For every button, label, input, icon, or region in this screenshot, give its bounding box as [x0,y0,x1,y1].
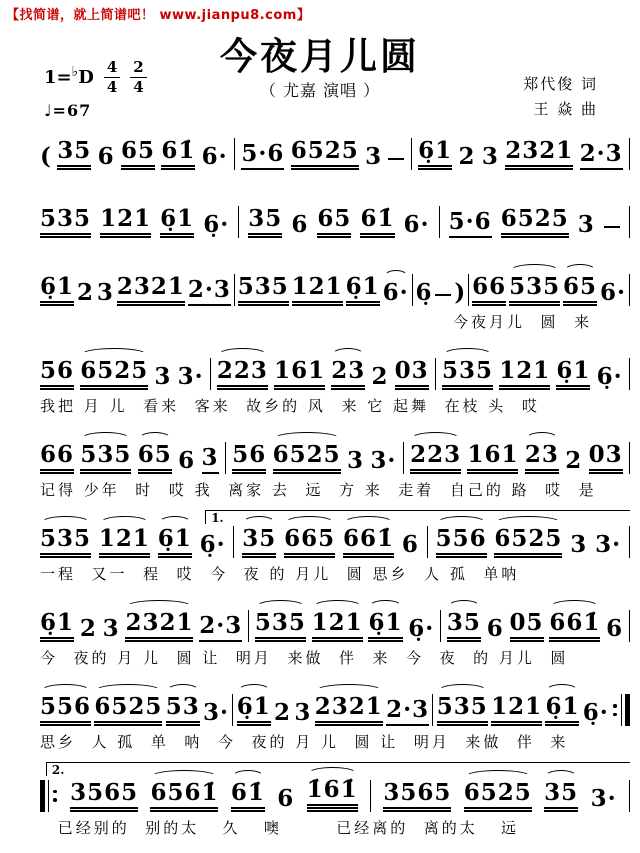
parenthesis: ) [454,279,466,307]
note-group: 3· [595,531,622,559]
key-note: D [78,67,94,88]
note-group: 2321 [505,139,573,170]
note-group: 535 [509,275,560,306]
thick-barline [40,780,45,812]
note-group: 66 [40,443,74,474]
note-group: 2321 [125,611,193,642]
note-group: 2 [274,699,292,727]
barline [629,610,630,642]
note-group: 535 [40,207,91,238]
staff-system [40,596,630,668]
barline [403,442,404,474]
note-group: 5·6 [449,210,492,238]
staff-system [40,428,630,500]
music-line [40,260,630,306]
barline [439,206,440,238]
note-group: 121 [312,611,363,642]
barline [427,526,428,558]
note-group: 6̣1 [160,207,194,238]
barline [210,358,211,390]
time-signature-2: $\frac{2}{4}$ [130,60,146,95]
barline [440,610,441,642]
note-group: 535 [40,527,91,558]
time-signature-1: $\frac{4}{4}$ [104,60,120,95]
site-watermark: 【找简谱，就上简谱吧！ www.jianpu8.com】 [6,8,311,23]
note-group: 6525 [494,527,562,558]
note-group: 6 [97,143,115,171]
lyricist-credit: 郑代俊 词 [523,75,598,93]
sustain-dash [388,158,404,160]
note-group: 3 [154,363,172,391]
composer-credit: 王 焱 曲 [533,99,598,118]
thin-barline [621,694,623,726]
note-group: 56 [40,359,74,390]
note-group: 6̣ [415,279,433,307]
note-group: 2 [79,615,97,643]
note-group: 6̣· [408,615,435,643]
volta-label: 2. [51,763,65,777]
note-group: 6̣1 [237,695,271,726]
note-group: 6525 [80,359,148,390]
barline [232,694,233,726]
barline [411,138,412,170]
note-group: 6 [178,447,196,475]
note-group: 223 [217,359,268,390]
note-group: 6̣1 [556,359,590,390]
note-group: 121 [292,275,343,306]
note-group: 535 [80,443,131,474]
note-group: 6̣1 [40,275,74,306]
note-group: 2321 [117,275,185,306]
note-group: 6525 [273,443,341,474]
barline [468,274,469,306]
note-group: 65 [563,275,597,306]
performer-subtitle: （ 尤嘉 演唱 ） [259,81,381,100]
note-group: 35 [242,527,276,558]
note-group: 2 [565,447,583,475]
note-group: 61̇ [161,139,195,170]
barline [432,694,433,726]
note-group: 6· [599,279,626,307]
staff-system [40,344,630,416]
note-group: 6 [291,211,309,239]
lyrics-line: 今 夜的 月 儿 圆 让 明月 来做 伴 来 今 夜 的 月儿 圆 [40,649,569,667]
sustain-dash [604,226,620,228]
note-group: 535 [437,695,488,726]
lyrics-line: 今夜月儿 圆 来 [453,313,593,331]
note-group: 121 [99,527,150,558]
note-group: 03 [589,443,623,474]
note-group: 6525 [94,695,162,726]
music-line [40,596,630,642]
thick-barline [625,694,630,726]
note-group: 121 [100,207,151,238]
barline [629,358,630,390]
note-group: 5·6 [241,142,284,170]
note-group: 556 [40,695,91,726]
note-group: 2·3 [199,614,242,642]
note-group: 6̣· [199,531,226,559]
music-line [40,344,630,390]
note-group: 6̣· [203,211,230,239]
note-group: 3 [202,446,219,474]
sustain-dash [435,294,451,296]
repeat-start-sign [40,780,58,812]
note-group: 6 [277,785,295,812]
note-group: 65 [317,207,351,238]
barline [629,780,630,812]
note-group: 3 [102,615,120,643]
lyrics-line: 思乡 人 孤 单 呐 今 夜的 月 儿 圆 让 明月 来做 伴 来 [40,733,569,751]
key-signature-block [44,60,147,120]
note-group: 161 [467,443,518,474]
note-group: 6 [606,615,624,643]
note-group: 6̣1 [158,527,192,558]
staff-system [40,764,630,838]
barline [233,526,234,558]
barline [234,274,235,306]
note-group: 65 [138,443,172,474]
note-group: 35 [544,781,578,812]
music-line [40,428,630,474]
note-group: 535 [255,611,306,642]
barline [629,274,630,306]
note-group: 223 [410,443,461,474]
lyrics-line: 一程 又一 程 哎 今 夜 的 月儿 圆 思乡 人 孤 单呐 [40,565,520,583]
note-group: 6· [382,279,409,307]
staff-system [40,192,630,238]
note-group: 6̣1 [346,275,380,306]
note-group: 2·3 [386,698,429,726]
repeat-end-sign [612,694,630,726]
barline [629,442,630,474]
note-group: 535 [238,275,289,306]
note-group: 6· [403,211,430,239]
lyrics-line: 记得 少年 时 哎 我 离家 去 远 方 来 走着 自己的 路 哎 是 [40,481,597,499]
note-group: 2 [76,279,94,307]
note-group: 6̣1 [545,695,579,726]
note-group: 35 [447,611,481,642]
note-group: 56 [232,443,266,474]
barline [629,526,630,558]
lyrics-line: 已经别的 别的太 久 噢 已经离的 离的太 远 [57,818,520,837]
note-group: 3· [370,447,397,475]
music-line [40,192,630,238]
note-group: 2·3 [188,278,231,306]
note-group: 2321 [315,695,383,726]
note-group: 2·3 [580,142,623,170]
parenthesis: ( [40,143,51,171]
note-group: 1̇61̇ [307,778,358,812]
barline [248,610,249,642]
tempo-marking: ♩=67 [44,101,92,120]
barline [225,442,226,474]
note-group: 6525 [464,781,532,812]
note-group: 61̇ [360,207,394,238]
staff-system [40,124,630,170]
note-group: 2 [458,143,476,171]
note-group: 6 [401,531,419,559]
thin-barline [48,780,50,812]
note-group: 35 [248,207,282,238]
note-group: 3· [203,699,230,727]
note-group: 2 [371,363,389,391]
note-group: 6 [486,615,504,643]
note-group: 665 [284,527,335,558]
note-group: 05 [510,611,544,642]
note-group: 6̣1 [368,611,402,642]
barline [238,206,239,238]
flat-icon: ♭ [71,63,79,80]
note-group: 53 [166,695,200,726]
note-group: 6̣· [582,699,609,727]
note-group: 6̣1 [418,139,452,170]
note-group: 3 [481,143,499,171]
score [40,124,630,850]
key-prefix: 1= [44,67,72,88]
note-group: 3· [177,363,204,391]
credits [523,72,598,122]
music-line [40,680,630,726]
staff-system [40,680,630,752]
note-group: 661̇ [343,527,394,558]
staff-system [40,512,630,584]
note-group: 121 [491,695,542,726]
barline [435,358,436,390]
note-group: 61̇ [231,781,265,812]
note-group: 3 [570,531,588,559]
note-group: 23 [525,443,559,474]
volta-label: 1. [211,511,224,525]
note-group: 556 [436,527,487,558]
note-group: 3 [294,699,312,727]
barline [629,206,630,238]
note-group: 35 [57,139,91,170]
barline [370,780,371,812]
barline [629,138,630,170]
note-group: 23 [331,359,365,390]
note-group: 3565 [383,781,451,812]
repeat-dots [53,790,57,802]
note-group: 535 [442,359,493,390]
repeat-dots [613,704,617,716]
note-group: 121 [499,359,550,390]
note-group: 3 [577,211,595,239]
note-group: 6̣1 [40,611,74,642]
barline [412,274,413,306]
music-line [40,124,630,170]
note-group: 3565 [70,781,138,812]
staff-system [40,260,630,332]
note-group: 161 [274,359,325,390]
note-group: 65 [121,139,155,170]
note-group: 661̇ [549,611,600,642]
note-group: 3 [365,143,383,171]
note-group: 66 [472,275,506,306]
note-group: 3· [590,785,617,812]
lyrics-line: 我把 月 儿 看来 客来 故乡的 风 来 它 起舞 在枝 头 哎 [40,397,540,415]
song-title: 今夜月儿圆 [220,35,420,78]
note-group: 6561̇ [150,781,218,812]
note-group: 6̣· [596,363,623,391]
note-group: 3 [96,279,114,307]
note-group: 3 [346,447,364,475]
barline [234,138,235,170]
note-group: 6· [201,143,228,171]
note-group: 6525 [501,207,569,238]
note-group: 03 [395,359,429,390]
note-group: 6525 [291,139,359,170]
